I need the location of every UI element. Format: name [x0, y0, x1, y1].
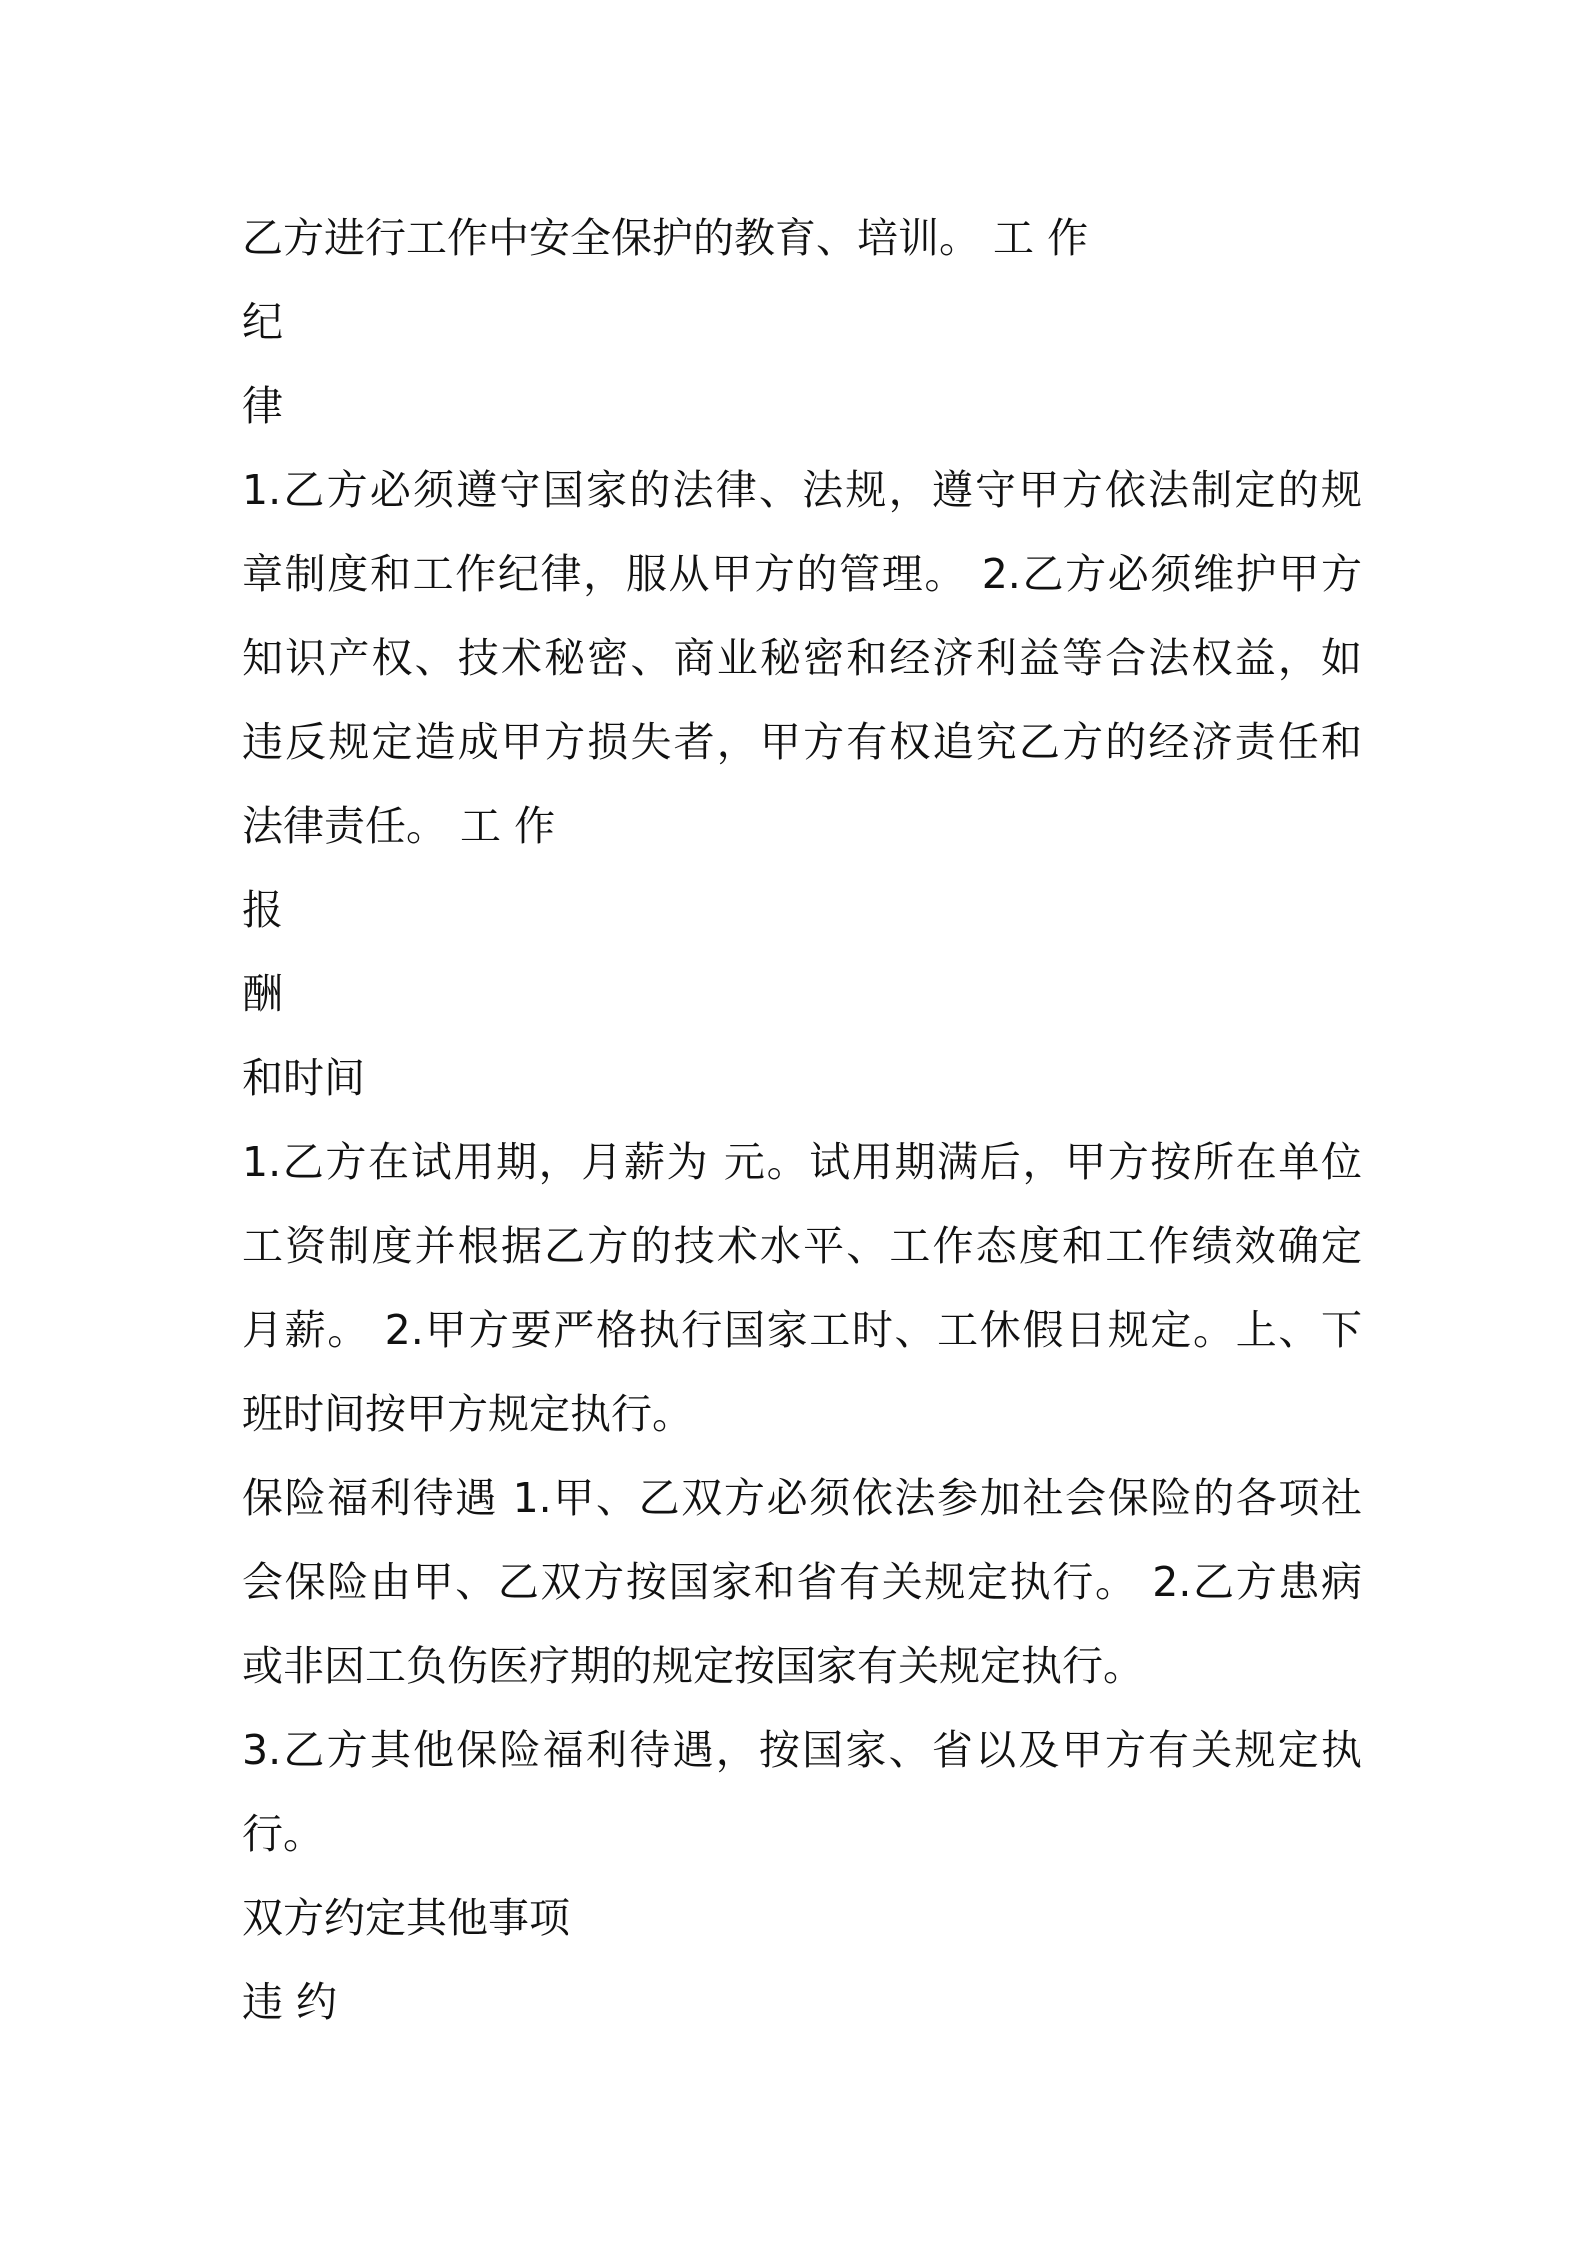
section-heading-char: 酬 — [242, 970, 283, 1018]
document-body — [242, 196, 1362, 2044]
text-line: 1.乙方必须遵守国家的法律、法规，遵守甲方依法制定的规 — [242, 466, 1362, 514]
text-line: 违反规定造成甲方损失者，甲方有权追究乙方的经济责任和 — [242, 718, 1362, 766]
section-heading: 违 约 — [242, 1978, 338, 2026]
text-line: 工资制度并根据乙方的技术水平、工作态度和工作绩效确定 — [242, 1222, 1362, 1270]
section-heading: 双方约定其他事项 — [242, 1894, 570, 1942]
text-line: 法律责任。 工 作 — [242, 802, 556, 850]
section-heading: 和时间 — [242, 1054, 365, 1102]
section-heading-char: 律 — [242, 382, 283, 430]
text-line: 会保险由甲、乙双方按国家和省有关规定执行。 2.乙方患病 — [242, 1558, 1362, 1606]
text-line: 章制度和工作纪律，服从甲方的管理。 2.乙方必须维护甲方 — [242, 550, 1362, 598]
text-line: 乙方进行工作中安全保护的教育、培训。 工 作 — [242, 214, 1089, 262]
section-heading-char: 纪 — [242, 298, 283, 346]
text-line: 班时间按甲方规定执行。 — [242, 1390, 693, 1438]
text-line: 1.乙方在试用期，月薪为 元。试用期满后，甲方按所在单位 — [242, 1138, 1362, 1186]
text-line: 保险福利待遇 1.甲、乙双方必须依法参加社会保险的各项社 — [242, 1474, 1362, 1522]
text-line: 月薪。 2.甲方要严格执行国家工时、工休假日规定。上、下 — [242, 1306, 1362, 1354]
text-line: 3.乙方其他保险福利待遇，按国家、省以及甲方有关规定执 — [242, 1726, 1362, 1774]
text-line: 或非因工负伤医疗期的规定按国家有关规定执行。 — [242, 1642, 1144, 1690]
text-line: 行。 — [242, 1810, 324, 1858]
text-line: 知识产权、技术秘密、商业秘密和经济利益等合法权益，如 — [242, 634, 1362, 682]
section-heading-char: 报 — [242, 886, 283, 934]
